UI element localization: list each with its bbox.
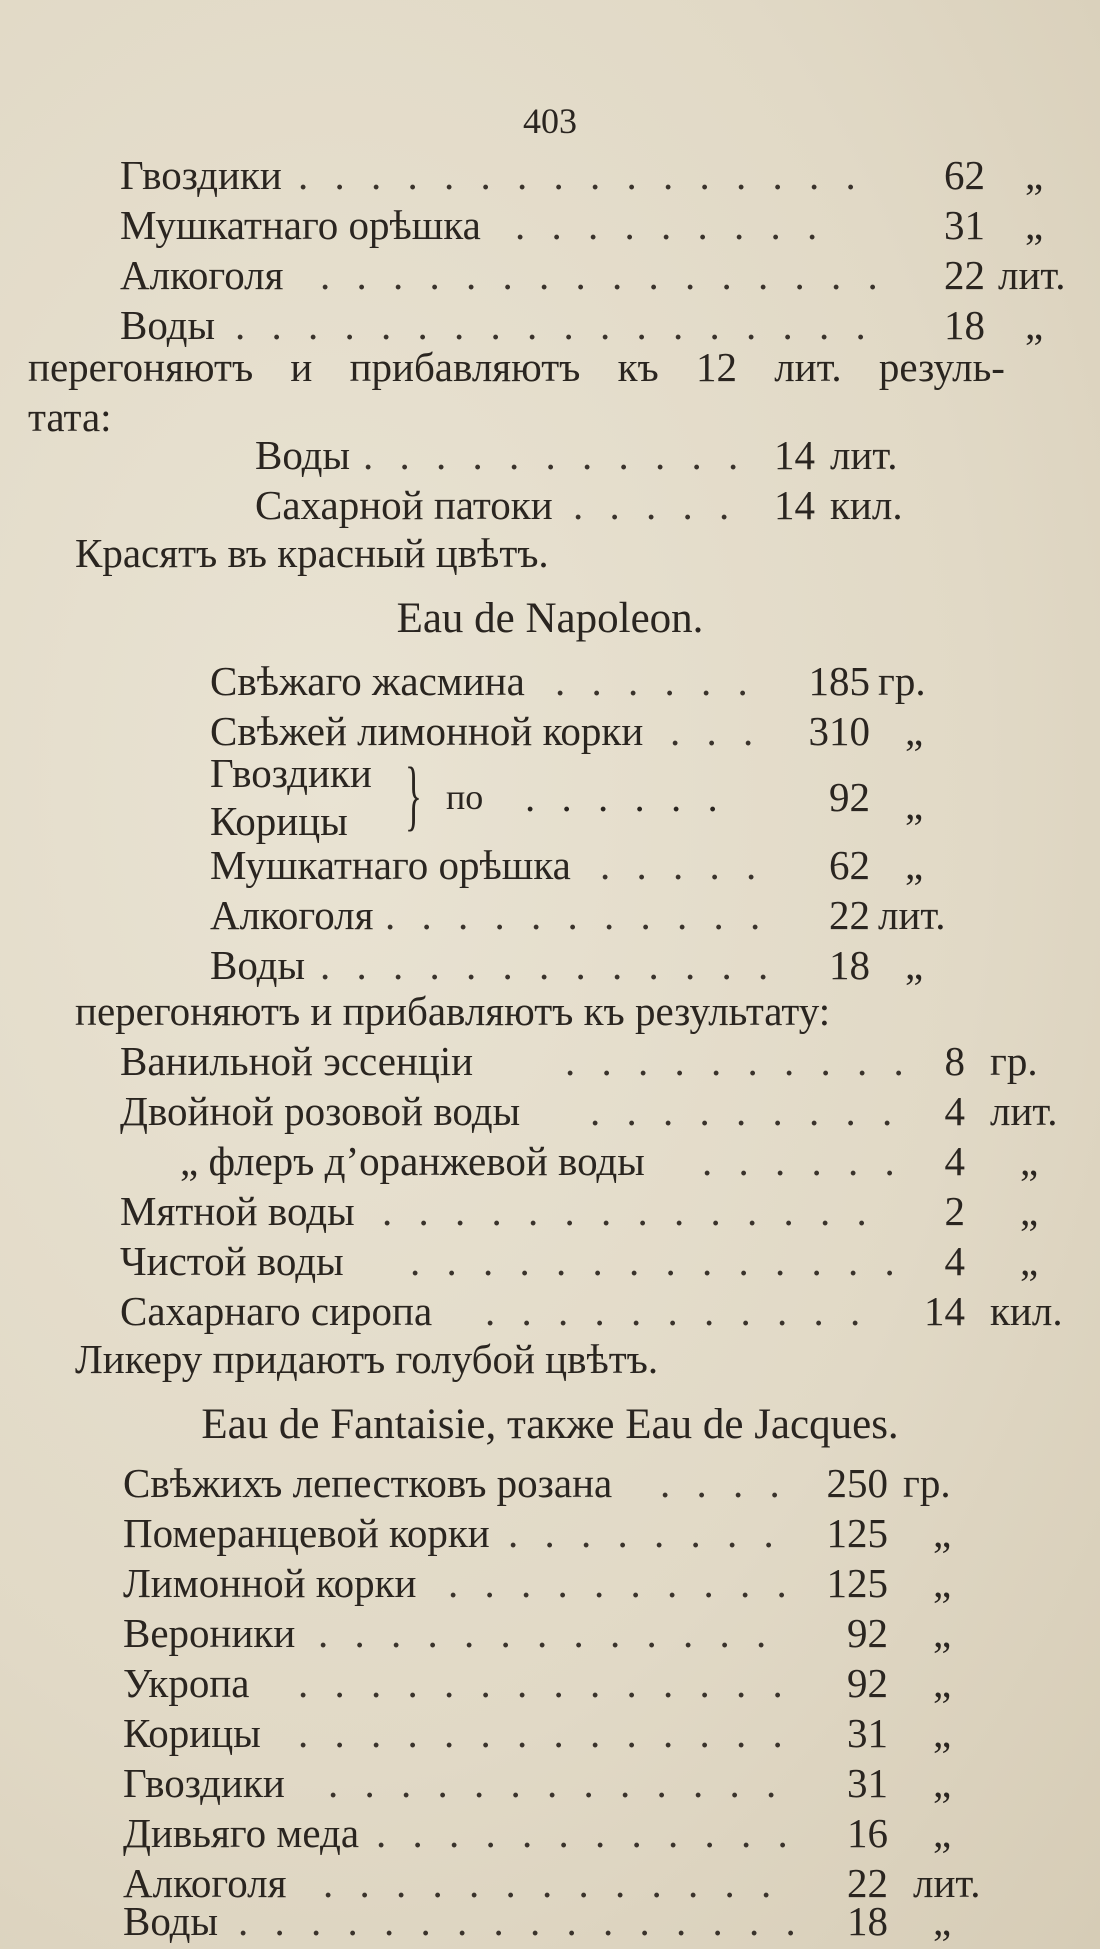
recipe-row: Укропа . . . . . . . . . . . . . . 92 „ bbox=[123, 1660, 952, 1706]
ingredient-qty: 22 bbox=[829, 892, 870, 938]
recipe-row: Воды . . . . . . . . . . . . . . . . . . 18 „ bbox=[120, 302, 1044, 348]
ingredient-name: Ванильной эссенціи bbox=[120, 1038, 474, 1084]
page-number: 403 bbox=[523, 101, 577, 141]
ingredient-name: Сахарной патоки bbox=[255, 482, 553, 528]
ingredient-unit: „ bbox=[905, 708, 924, 754]
ingredient-unit: кил. bbox=[990, 1288, 1063, 1334]
ingredient-qty: 31 bbox=[944, 202, 985, 248]
ingredient-unit: лит. bbox=[990, 1088, 1058, 1134]
ingredient-unit: „ bbox=[933, 1810, 952, 1856]
ingredient-unit: гр. bbox=[990, 1038, 1038, 1084]
ingredient-name: Мятной воды bbox=[120, 1188, 355, 1234]
recipe-row: Гвоздики . . . . . . . . . . . . . . . . 62 „ bbox=[120, 152, 1044, 198]
ingredient-qty: 4 bbox=[944, 1238, 965, 1284]
ingredient-qty: 31 bbox=[847, 1760, 888, 1806]
recipe-row: Дивьяго меда . . . . . . . . . . . . 16 „ bbox=[123, 1810, 952, 1856]
ingredient-unit: лит. bbox=[913, 1860, 981, 1906]
paragraph-line: перегоняютъ и прибавляютъ къ 12 лит. резуль- bbox=[28, 344, 1005, 390]
paragraph-line: перегоняютъ и прибавляютъ къ результату: bbox=[75, 988, 831, 1034]
ingredient-name: Вероники bbox=[123, 1610, 296, 1656]
recipe-row: Мятной воды . . . . . . . . . . . . . . 2 „ bbox=[120, 1188, 1039, 1234]
ingredient-qty: 18 bbox=[829, 942, 870, 988]
ingredient-name: Алкоголя bbox=[210, 892, 374, 938]
ingredient-unit: „ bbox=[933, 1660, 952, 1706]
recipe-row: Сахарнаго сиропа . . . . . . . . . . . 14 кил. bbox=[120, 1288, 1063, 1334]
ingredient-unit: „ bbox=[905, 782, 924, 828]
recipe-row: Свѣжаго жасмина . . . . . . 185 гр. bbox=[210, 658, 926, 704]
ingredient-qty: 22 bbox=[944, 252, 985, 298]
ingredient-unit: гр. bbox=[903, 1460, 951, 1506]
brace-word: по bbox=[446, 777, 484, 817]
ingredient-unit: кил. bbox=[830, 482, 903, 528]
ingredient-unit: лит. bbox=[998, 252, 1066, 298]
recipe-row: Алкоголя . . . . . . . . . . . . . . . . 22 лит. bbox=[120, 252, 1066, 298]
ingredient-name: Свѣжаго жасмина bbox=[210, 658, 525, 704]
ingredient-unit: „ bbox=[933, 1610, 952, 1656]
ingredient-unit: „ bbox=[1020, 1138, 1039, 1184]
ingredient-unit: „ bbox=[1020, 1238, 1039, 1284]
recipe-row: Алкоголя . . . . . . . . . . . 22 лит. bbox=[210, 892, 946, 938]
ingredient-qty: 18 bbox=[847, 1898, 888, 1944]
ingredient-unit: „ bbox=[1025, 152, 1044, 198]
ingredient-unit: лит. bbox=[878, 892, 946, 938]
ingredient-name: Сахарнаго сиропа bbox=[120, 1288, 433, 1334]
recipe-row: Свѣжей лимонной корки . . . 310 „ bbox=[210, 708, 924, 754]
ingredient-unit: гр. bbox=[878, 658, 926, 704]
recipe-row: „ флеръ д’оранжевой воды . . . . . . 4 „ bbox=[180, 1138, 1039, 1184]
ingredient-name: Корицы bbox=[123, 1710, 261, 1756]
ingredient-qty: 125 bbox=[826, 1510, 888, 1556]
recipe-row: Воды . . . . . . . . . . . . . . . . 18 „ bbox=[123, 1898, 952, 1944]
ingredient-unit: „ bbox=[933, 1898, 952, 1944]
ingredient-unit: „ bbox=[933, 1560, 952, 1606]
ingredient-qty: 125 bbox=[826, 1560, 888, 1606]
ingredient-unit: лит. bbox=[830, 432, 898, 478]
ingredient-qty: 2 bbox=[944, 1188, 965, 1234]
ingredient-qty: 4 bbox=[944, 1088, 965, 1134]
recipe-row: Свѣжихъ лепестковъ розана . . . . 250 гр. bbox=[123, 1460, 951, 1506]
recipe-row: Гвоздики . . . . . . . . . . . . . 31 „ bbox=[123, 1760, 952, 1806]
ingredient-unit: „ bbox=[905, 942, 924, 988]
ingredient-name: Свѣжихъ лепестковъ розана bbox=[123, 1460, 613, 1506]
ingredient-unit: „ bbox=[933, 1510, 952, 1556]
section-heading: Eau de Napoleon. bbox=[396, 595, 704, 642]
ingredient-qty: 62 bbox=[944, 152, 985, 198]
ingredient-name: Мушкатнаго орѣшка bbox=[120, 202, 481, 248]
ingredient-qty: 62 bbox=[829, 842, 870, 888]
ingredient-name: Мушкатнаго орѣшка bbox=[210, 842, 571, 888]
ingredient-qty: 22 bbox=[847, 1860, 888, 1906]
ingredient-unit: „ bbox=[933, 1760, 952, 1806]
recipe-row: Мушкатнаго орѣшка . . . . . . . . . 31 „ bbox=[120, 202, 1044, 248]
ingredient-qty: 92 bbox=[847, 1610, 888, 1656]
ingredient-unit: „ bbox=[933, 1710, 952, 1756]
section-heading: Eau de Fantaisie, также Eau de Jacques. bbox=[201, 1401, 899, 1448]
ingredient-name: Воды bbox=[210, 942, 306, 988]
ingredient-name: Померанцевой корки bbox=[123, 1510, 490, 1556]
ingredient-name: Корицы bbox=[210, 798, 348, 844]
ingredient-name: Воды bbox=[255, 432, 351, 478]
ingredient-qty: 31 bbox=[847, 1710, 888, 1756]
recipe-row: Ванильной эссенціи . . . . . . . . . . 8 гр. bbox=[120, 1038, 1038, 1084]
ingredient-qty: 92 bbox=[847, 1660, 888, 1706]
recipe-row: Померанцевой корки . . . . . . . . 125 „ bbox=[123, 1510, 952, 1556]
ingredient-name: Гвоздики bbox=[123, 1760, 285, 1806]
ingredient-unit: „ bbox=[1025, 202, 1044, 248]
ingredient-unit: „ bbox=[905, 842, 924, 888]
ingredient-name: Лимонной корки bbox=[123, 1560, 417, 1606]
ingredient-name: Свѣжей лимонной корки bbox=[210, 708, 644, 754]
recipe-row: Алкоголя . . . . . . . . . . . . . 22 лит. bbox=[123, 1860, 981, 1906]
ingredient-qty: 310 bbox=[808, 708, 870, 754]
recipe-row: Двойной розовой воды . . . . . . . . . 4 лит. bbox=[120, 1088, 1058, 1134]
ingredient-qty: 8 bbox=[944, 1038, 965, 1084]
note-text: Ликеру придаютъ голубой цвѣтъ. bbox=[75, 1336, 659, 1382]
ingredient-qty: 14 bbox=[774, 482, 815, 528]
recipe-row: Сахарной патоки . . . . . 14 кил. bbox=[255, 482, 903, 528]
ingredient-name: Алкоголя bbox=[120, 252, 284, 298]
note-text: Красятъ въ красный цвѣтъ. bbox=[75, 530, 549, 576]
ingredient-unit: „ bbox=[1020, 1188, 1039, 1234]
ingredient-qty: 185 bbox=[808, 658, 870, 704]
ingredient-name: Укропа bbox=[123, 1660, 250, 1706]
recipe-row: Воды . . . . . . . . . . . . . 18 „ bbox=[210, 942, 924, 988]
ingredient-name: Воды bbox=[120, 302, 216, 348]
ingredient-name: Алкоголя bbox=[123, 1860, 287, 1906]
ingredient-unit: „ bbox=[1025, 302, 1044, 348]
ingredient-qty: 250 bbox=[826, 1460, 888, 1506]
ingredient-qty: 14 bbox=[924, 1288, 965, 1334]
ingredient-name: Дивьяго меда bbox=[123, 1810, 360, 1856]
ingredient-qty: 4 bbox=[944, 1138, 965, 1184]
ingredient-qty: 16 bbox=[847, 1810, 888, 1856]
book-page: 403 Гвоздики . . . . . . . . . . . . . . . . 62 „ Мушкатнаго орѣшка . . . . . . . . . 31 „ Алкоголя . . . . . . . . . . . . . . . . 22 лит. Воды . . . . . . . . . . . . . . . . . . 18 „ перегоняютъ и прибавляютъ къ 12 лит. резуль- тата: Воды . . . . . . . . . . . 14 лит. Сахарной патоки . . . . . 14 кил. Красятъ въ красный цвѣтъ. Eau de Napoleon. Свѣжаго жасмина . . . . . . 185 гр. Свѣжей лимонной корки . . . 310 „ Гвоздики Корицы } по . . . . . . 92 „ Мушкатнаго орѣшка . . . . . 62 „ Алкоголя . . . . . . . . . . . 22 лит. Воды . . . . . . . . . . . . . 18 „ перегоняютъ и прибавляютъ къ результату: Ванильной эссенціи . . . . . . . . . . 8 гр. Двойной розовой воды . . . . . . . . . 4 лит. „ флеръ д’оранжевой воды . . . . . . 4 „ Мятной воды . . . . . . . . . . . . . . 2 „ Чистой воды . . . . . . . . . . . . . . 4 „ Сахарнаго сиропа . . . . . . . . . . . 14 кил. Ликеру придаютъ голубой цвѣтъ. Eau de Fantaisie, также Eau de Jacques. Свѣжихъ лепестковъ розана . . . . 250 гр. Померанцевой корки . . . . . . . . 125 „ Лимонной корки . . . . . . . . . . 125 „ Вероники . . . . . . . . . . . . . 92 „ Укропа . . . . . . . . . . . . . . 92 „ Корицы . . . . . . . . . . . . . . 31 „ Гвоздики . . . . . . . . . . . . . 31 „ Дивьяго меда . . . . . . . . . . . . 16 „ Алкоголя . . . . . . . . . . . . . 22 лит. Воды . . . . . . . . . . . . . . . . 18 „ bbox=[0, 0, 1100, 1949]
ingredient-qty: 18 bbox=[944, 302, 985, 348]
ingredient-name: Гвоздики bbox=[120, 152, 282, 198]
recipe-row: Чистой воды . . . . . . . . . . . . . . 4 „ bbox=[120, 1238, 1039, 1284]
ingredient-qty: 14 bbox=[774, 432, 815, 478]
ingredient-name: „ флеръ д’оранжевой воды bbox=[180, 1138, 645, 1184]
recipe-row: Мушкатнаго орѣшка . . . . . 62 „ bbox=[210, 842, 924, 888]
ingredient-name: Чистой воды bbox=[120, 1238, 344, 1284]
ingredient-name: Воды bbox=[123, 1898, 219, 1944]
paragraph-line: тата: bbox=[28, 394, 112, 440]
recipe-row: Вероники . . . . . . . . . . . . . 92 „ bbox=[123, 1610, 952, 1656]
recipe-row: Корицы . . . . . . . . . . . . . . 31 „ bbox=[123, 1710, 952, 1756]
ingredient-name: Двойной розовой воды bbox=[120, 1088, 521, 1134]
recipe-row: Лимонной корки . . . . . . . . . . 125 „ bbox=[123, 1560, 952, 1606]
ingredient-qty: 92 bbox=[829, 774, 870, 820]
brace-symbol: } bbox=[405, 751, 422, 838]
ingredient-name: Гвоздики bbox=[210, 750, 372, 796]
recipe-row: Воды . . . . . . . . . . . 14 лит. bbox=[255, 432, 898, 478]
